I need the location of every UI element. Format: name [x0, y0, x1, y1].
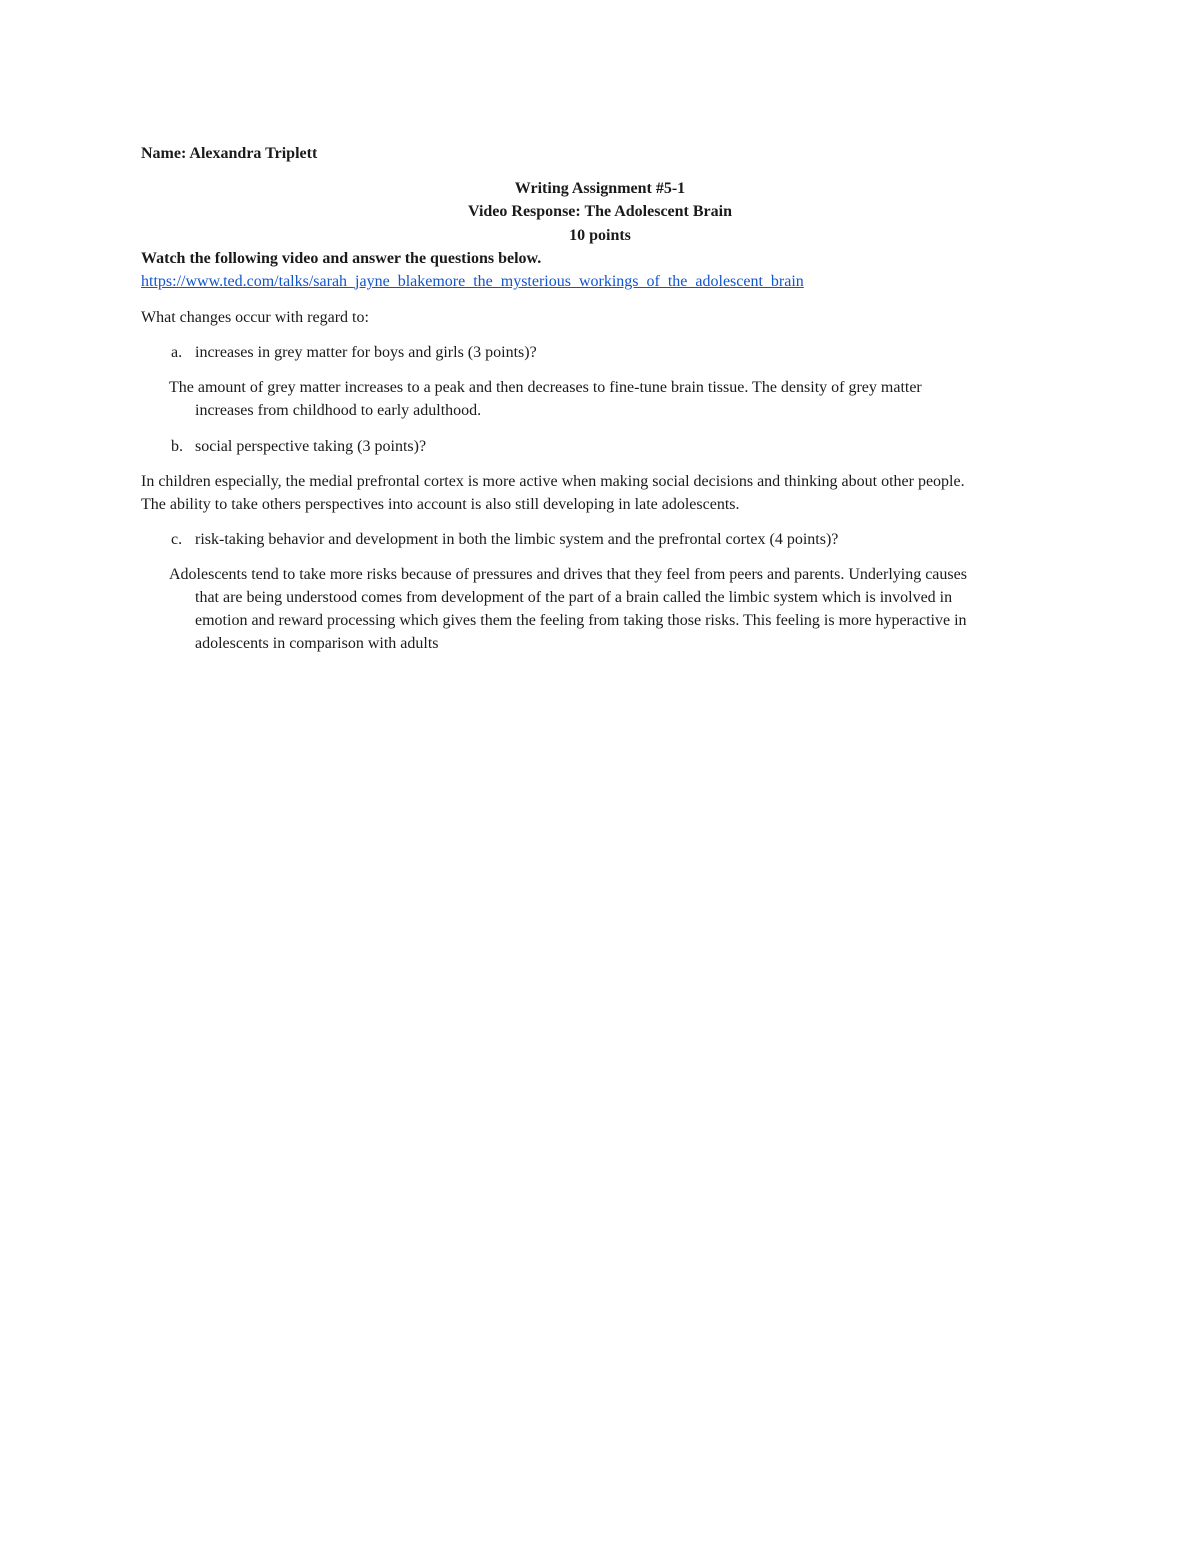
- question-a-marker: a.: [171, 344, 183, 361]
- answer-b-line-2: The ability to take others perspectives into account is also still developing in late adolescents.: [141, 496, 740, 513]
- question-a-text: increases in grey matter for boys and girls (3 points)?: [195, 344, 537, 361]
- answer-a-line-2: increases from childhood to early adulthood.: [195, 402, 482, 419]
- question-prompt: What changes occur with regard to:: [141, 309, 369, 326]
- answer-c-line-2: that are being understood comes from development of the part of a brain called the limbic system which is involved in: [195, 589, 953, 606]
- question-c-marker: c.: [171, 531, 183, 548]
- assignment-subtitle: Video Response: The Adolescent Brain: [467, 203, 732, 220]
- assignment-title: Writing Assignment #5-1: [514, 180, 686, 197]
- question-b-marker: b.: [171, 438, 183, 455]
- instructions: Watch the following video and answer the questions below.: [141, 250, 542, 267]
- answer-a-line-1: The amount of grey matter increases to a peak and then decreases to fine-tune brain tissue. The density of grey matter: [169, 379, 922, 396]
- answer-b-line-1: In children especially, the medial prefrontal cortex is more active when making social decisions and thinking about other people.: [141, 473, 965, 490]
- video-link[interactable]: https://www.ted.com/talks/sarah_jayne_blakemore_the_mysterious_workings_of_the_adolescent_brain: [141, 273, 804, 290]
- points-total: 10 points: [569, 227, 631, 244]
- student-name: Name: Alexandra Triplett: [141, 145, 318, 162]
- answer-c-line-1: Adolescents tend to take more risks because of pressures and drives that they feel from peers and parents. Underlying causes: [169, 566, 967, 583]
- question-b-text: social perspective taking (3 points)?: [195, 438, 427, 455]
- answer-c-line-3: emotion and reward processing which gives them the feeling from taking those risks. This feeling is more hyperactive in: [195, 612, 967, 629]
- answer-c-line-4: adolescents in comparison with adults: [195, 635, 439, 652]
- question-c-text: risk-taking behavior and development in both the limbic system and the prefrontal cortex (4 points)?: [195, 531, 839, 548]
